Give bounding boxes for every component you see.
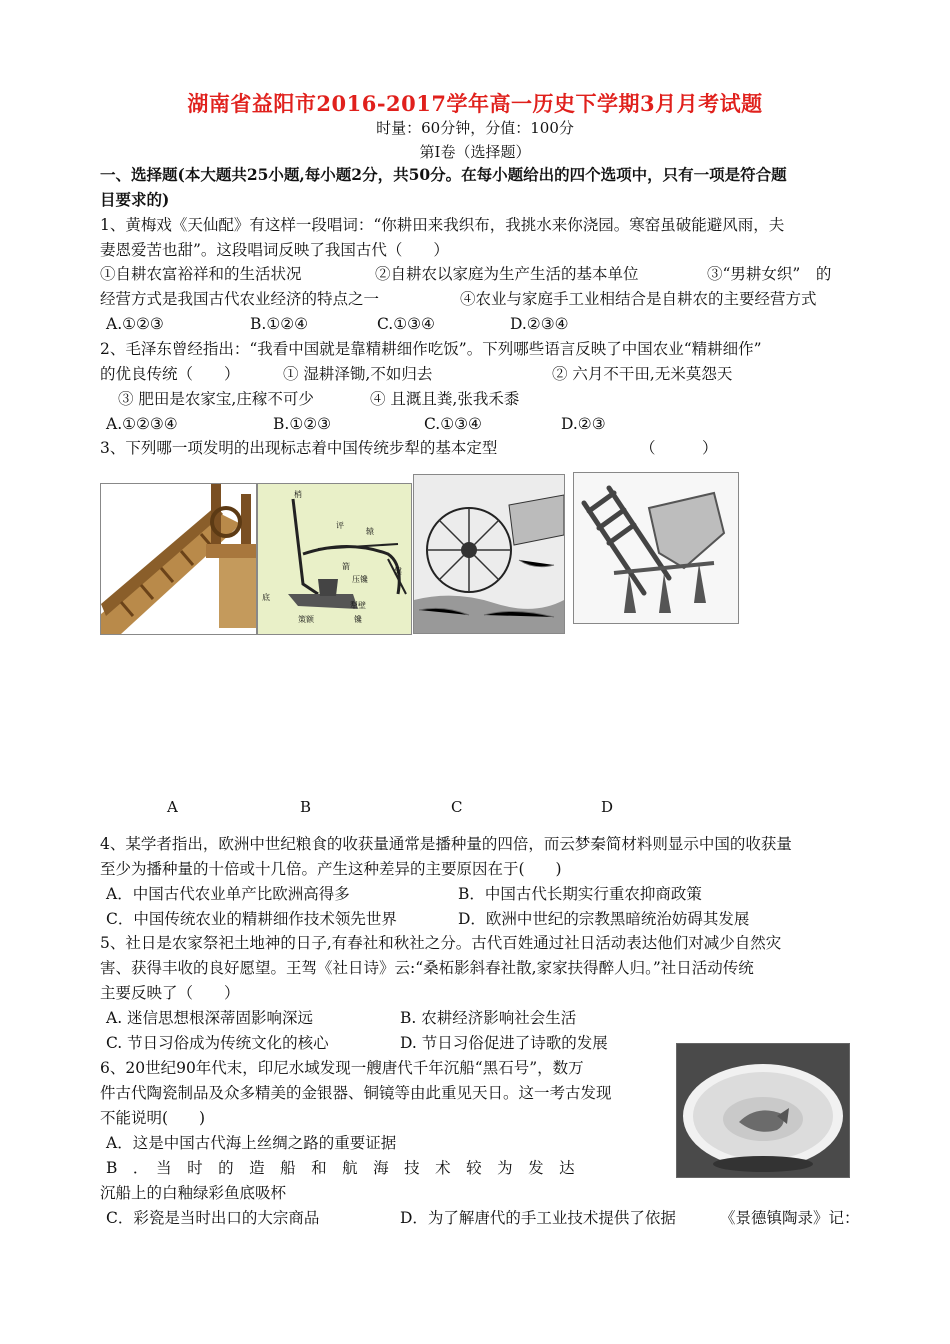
q1-statement-3: ③“男耕女织” 的 — [707, 265, 832, 283]
q3-answer-paren: （ ） — [640, 439, 718, 457]
image-label-c: C — [451, 798, 463, 816]
q2-statement-1: ① 湿耕泽锄,不如归去 — [283, 365, 433, 383]
q4-option-b[interactable]: B．中国古代长期实行重农抑商政策 — [458, 885, 702, 903]
image-label-a: A — [167, 798, 178, 816]
plow-part-label: 底 — [262, 593, 270, 602]
q6-option-d[interactable]: D．为了解唐代的手工业技术提供了依据 — [400, 1209, 676, 1227]
plow-part-label: 箭 — [342, 562, 350, 571]
q2-stem: 2、毛泽东曾经指出：“我看中国就是靠精耕细作吃饭”。下列哪些语言反映了中国农业“精耕细作” — [100, 340, 762, 358]
q1-statement-4: ④农业与家庭手工业相结合是自耕农的主要经营方式 — [460, 290, 817, 308]
section-heading-cont: 目要求的) — [100, 190, 170, 209]
q5-option-d[interactable]: D. 节日习俗促进了诗歌的发展 — [400, 1034, 608, 1052]
q1-statement-1: ①自耕农富裕祥和的生活状况 — [100, 265, 302, 283]
q2-option-b[interactable]: B.①②③ — [273, 415, 332, 433]
exam-meta: 时量：60分钟，分值：100分 — [376, 119, 574, 137]
q6-image-caption: 沉船上的白釉绿彩鱼底吸杯 — [100, 1184, 287, 1202]
q4-option-a[interactable]: A．中国古代农业单产比欧洲高得多 — [106, 885, 350, 903]
plow-part-label: 策额 — [298, 615, 314, 624]
image-d-seed-drill[interactable] — [573, 472, 739, 624]
q1-option-d[interactable]: D.②③④ — [510, 315, 569, 333]
q1-statement-3-cont: 经营方式是我国古代农业经济的特点之一 — [100, 290, 380, 308]
q5-stem-cont-1: 害、获得丰收的良好愿望。王驾《社日诗》云:“桑柘影斜春社散,家家扶得醉人归。”社日活动传统 — [100, 959, 754, 977]
q6-trailing-text: 《景德镇陶录》记： — [720, 1209, 860, 1227]
image-label-b: B — [300, 798, 312, 816]
exam-title: 湖南省益阳市2016-2017学年高一历史下学期3月月考试题 — [187, 91, 763, 116]
q6-stem-cont-1: 件古代陶瓷制品及众多精美的金银器、铜镜等由此重见天日。这一考古发现 — [100, 1084, 612, 1102]
plow-part-label: 犁壁 — [350, 601, 366, 610]
q6-option-b[interactable]: B ． 当 时 的 造 船 和 航 海 技 术 较 为 发 达 — [106, 1159, 575, 1177]
q5-option-b[interactable]: B. 农耕经济影响社会生活 — [400, 1009, 577, 1027]
plow-part-label: 压镵 — [352, 575, 368, 584]
q4-option-d[interactable]: D．欧洲中世纪的宗教黑暗统治妨碍其发展 — [458, 910, 750, 928]
q2-statement-3: ③ 肥田是农家宝,庄稼不可少 — [118, 390, 314, 408]
q5-stem: 5、社日是农家祭祀土地神的日子,有春社和秋社之分。古代百姓通过社日活动表达他们对减少自然灾 — [100, 934, 782, 952]
image-label-d: D — [601, 798, 614, 816]
q6-option-c[interactable]: C．彩瓷是当时出口的大宗商品 — [106, 1209, 320, 1227]
q5-stem-cont-2: 主要反映了（ ） — [100, 984, 240, 1002]
q1-statement-2: ②自耕农以家庭为生产生活的基本单位 — [375, 265, 639, 283]
q6-stem: 6、20世纪90年代末，印尼水域发现一艘唐代千年沉船“黑石号”，数万 — [100, 1059, 584, 1077]
plow-part-label: 梢 — [294, 490, 302, 499]
q4-option-c[interactable]: C．中国传统农业的精耕细作技术领先世界 — [106, 910, 397, 928]
image-tang-cup[interactable] — [676, 1043, 850, 1178]
q2-statement-2: ② 六月不干田,无米莫怨天 — [552, 365, 733, 383]
section-heading: 一、选择题(本大题共25小题,每小题2分，共50分。在每小题给出的四个选项中，只有一项是符合题 — [100, 165, 787, 184]
q5-option-c[interactable]: C. 节日习俗成为传统文化的核心 — [106, 1034, 329, 1052]
q2-option-c[interactable]: C.①③④ — [424, 415, 482, 433]
q6-stem-cont-2: 不能说明( ) — [100, 1109, 206, 1127]
q1-stem: 1、黄梅戏《天仙配》有这样一段唱词：“你耕田来我织布，我挑水来你浇园。寒窑虽破能避风雨，夫 — [100, 216, 785, 234]
plow-part-label: 辕 — [366, 527, 374, 536]
q1-option-c[interactable]: C.①③④ — [377, 315, 435, 333]
q3-stem: 3、下列哪一项发明的出现标志着中国传统步犁的基本定型 — [100, 439, 498, 457]
q5-option-a[interactable]: A. 迷信思想根深蒂固影响深远 — [106, 1009, 314, 1027]
q2-option-a[interactable]: A.①②③④ — [106, 415, 178, 433]
q2-stem-cont: 的优良传统（ ） — [100, 365, 240, 383]
image-c-water-wheel-engraving[interactable] — [413, 474, 565, 634]
plow-part-label: 镵 — [354, 615, 362, 624]
image-b-curved-plow-diagram[interactable] — [257, 483, 412, 635]
volume-heading: 第Ⅰ卷（选择题） — [419, 143, 531, 161]
q1-option-b[interactable]: B.①②④ — [250, 315, 309, 333]
image-a-dragon-backbone-pump[interactable] — [100, 483, 257, 635]
q6-option-a[interactable]: A．这是中国古代海上丝绸之路的重要证据 — [106, 1134, 397, 1152]
q4-stem: 4、某学者指出，欧洲中世纪粮食的收获量通常是播种量的四倍，而云梦秦简材料则显示中国的收获量 — [100, 835, 792, 853]
q1-option-a[interactable]: A.①②③ — [106, 315, 164, 333]
plow-part-label: 评 — [336, 521, 344, 530]
q1-stem-cont: 妻恩爱苦也甜”。这段唱词反映了我国古代（ ） — [100, 241, 449, 259]
q2-option-d[interactable]: D.②③ — [561, 415, 606, 433]
q4-stem-cont: 至少为播种量的十倍或十几倍。产生这种差异的主要原因在于( ) — [100, 860, 562, 878]
q2-statement-4: ④ 且溉且粪,张我禾黍 — [370, 390, 520, 408]
plow-part-label: 槃 — [394, 567, 402, 576]
